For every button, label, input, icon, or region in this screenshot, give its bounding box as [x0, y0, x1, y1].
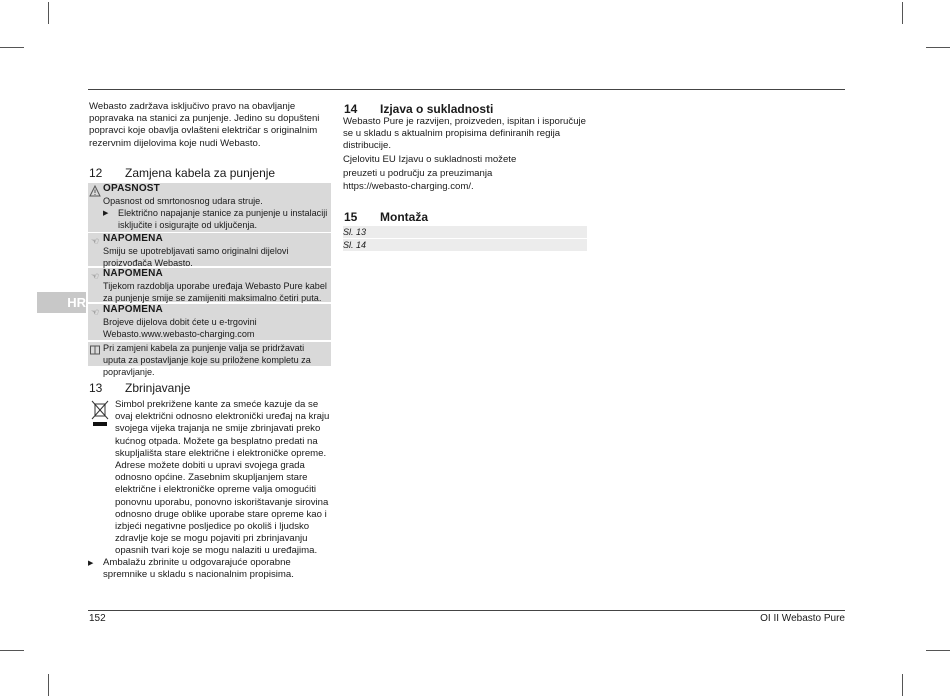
figure-reference: Sl. 14: [343, 239, 587, 251]
note-label: NAPOMENA: [103, 304, 163, 315]
header-rule: [88, 89, 845, 90]
section-title: Zbrinjavanje: [125, 381, 191, 395]
section-number: 14: [344, 102, 358, 116]
crossed-bin-icon: [91, 400, 109, 428]
section-title: Izjava o sukladnosti: [380, 102, 494, 116]
danger-text: Opasnost od smrtonosnog udara struje.: [103, 196, 263, 206]
language-tab: [37, 292, 86, 313]
crop-mark: [926, 650, 950, 651]
intro-paragraph: Webasto zadržava isključivo pravo na obavljanje popravaka na stanici za punjenje. Jedino su dopušteni popravci koje obavlja ovlašteni električar s originalnim rezervnim dijelovima koje nudi Webasto.: [89, 101, 320, 149]
crop-mark: [902, 2, 903, 24]
language-tab-label: HR: [67, 295, 86, 310]
section-13-heading: [89, 381, 190, 395]
note-text: Smiju se upotrebljavati samo originalni dijelovi proizvođača Webasto.: [103, 246, 289, 268]
note-text: Brojeve dijelova dobit ćete u e-trgovini Webasto.www.webasto-charging.com: [103, 317, 257, 339]
crop-mark: [926, 47, 950, 48]
section-15-heading: [344, 210, 428, 224]
note-box: [88, 268, 331, 302]
crop-mark: [0, 650, 24, 651]
note-hand-icon: ☜: [90, 307, 100, 317]
section-title: Zamjena kabela za punjenje: [125, 166, 276, 180]
danger-label: OPASNOST: [103, 183, 160, 194]
info-box: [88, 342, 331, 377]
note-box: [88, 304, 331, 340]
note-box: [88, 233, 331, 266]
figure-reference: Sl. 13: [343, 226, 587, 238]
crop-mark: [48, 2, 49, 24]
warning-triangle-icon: [89, 185, 101, 197]
section-number: 12: [89, 166, 103, 180]
info-text: Pri zamjeni kabela za punjenje valja se pridržavati uputa za postavljanje koje su priložene kompletu za popravljanje.: [103, 343, 311, 377]
page-number: 152: [89, 613, 106, 624]
footer-rule: [88, 610, 845, 611]
document-title: OI II Webasto Pure: [760, 613, 845, 624]
book-info-icon: [89, 344, 101, 356]
crop-mark: [0, 47, 24, 48]
section-number: 13: [89, 381, 103, 395]
conformity-text: Webasto Pure je razvijen, proizveden, ispitan i isporučuje se u skladu s aktualnim propisima definiranih regija distribucije.: [343, 116, 586, 152]
danger-box: [88, 183, 331, 232]
section-number: 15: [344, 210, 358, 224]
section-title: Montaža: [380, 210, 428, 224]
danger-bullet: ▶ Električno napajanje stanice za punjenje u instalaciji isključite i osigurajte od uključenja.: [103, 207, 329, 231]
crop-mark: [48, 674, 49, 696]
note-label: NAPOMENA: [103, 268, 163, 279]
disposal-bullet: ▶ Ambalažu zbrinite u odgovarajuće oporabne spremnike u skladu s nacionalnim propisima.: [88, 557, 318, 581]
section-12-heading: [89, 166, 275, 180]
crop-mark: [902, 674, 903, 696]
note-text: Tijekom razdoblja uporabe uređaja Webasto Pure kabel za punjenje smije se zamijeniti maksimalno četiri puta.: [103, 281, 327, 303]
section-14-heading: [344, 102, 493, 116]
note-label: NAPOMENA: [103, 233, 163, 244]
disposal-text: Simbol prekrižene kante za smeće kazuje da se ovaj električni odnosno elektronički uređaj na kraju svojega vijeka trajanja ne smije zbrinjavati preko kućnog otpada. Možete ga besplatno predati na skupljališta stare električne i elektroničke opreme. Adrese možete dobiti u upravi svojega grada odnosno općine. Zasebnim skupljanjem stare električne i elektroničke opreme valja omogućiti ponovnu uporabu, ponovno iskorištavanje sirovina odnosno druge oblike uporabe stare opreme kao i izbjeći negativne posljedice po okoliš i ljudsko zdravlje koje se mogu pojaviti pri zbrinjavanju opasnih tvari koje se mogu nalaziti u uređajima.: [115, 399, 330, 557]
note-hand-icon: ☜: [90, 271, 100, 281]
conformity-download: Cjelovitu EU Izjavu o sukladnosti možete preuzeti u području za preuzimanja https://webasto-charging.com/.: [343, 154, 517, 192]
note-hand-icon: ☜: [90, 236, 100, 246]
